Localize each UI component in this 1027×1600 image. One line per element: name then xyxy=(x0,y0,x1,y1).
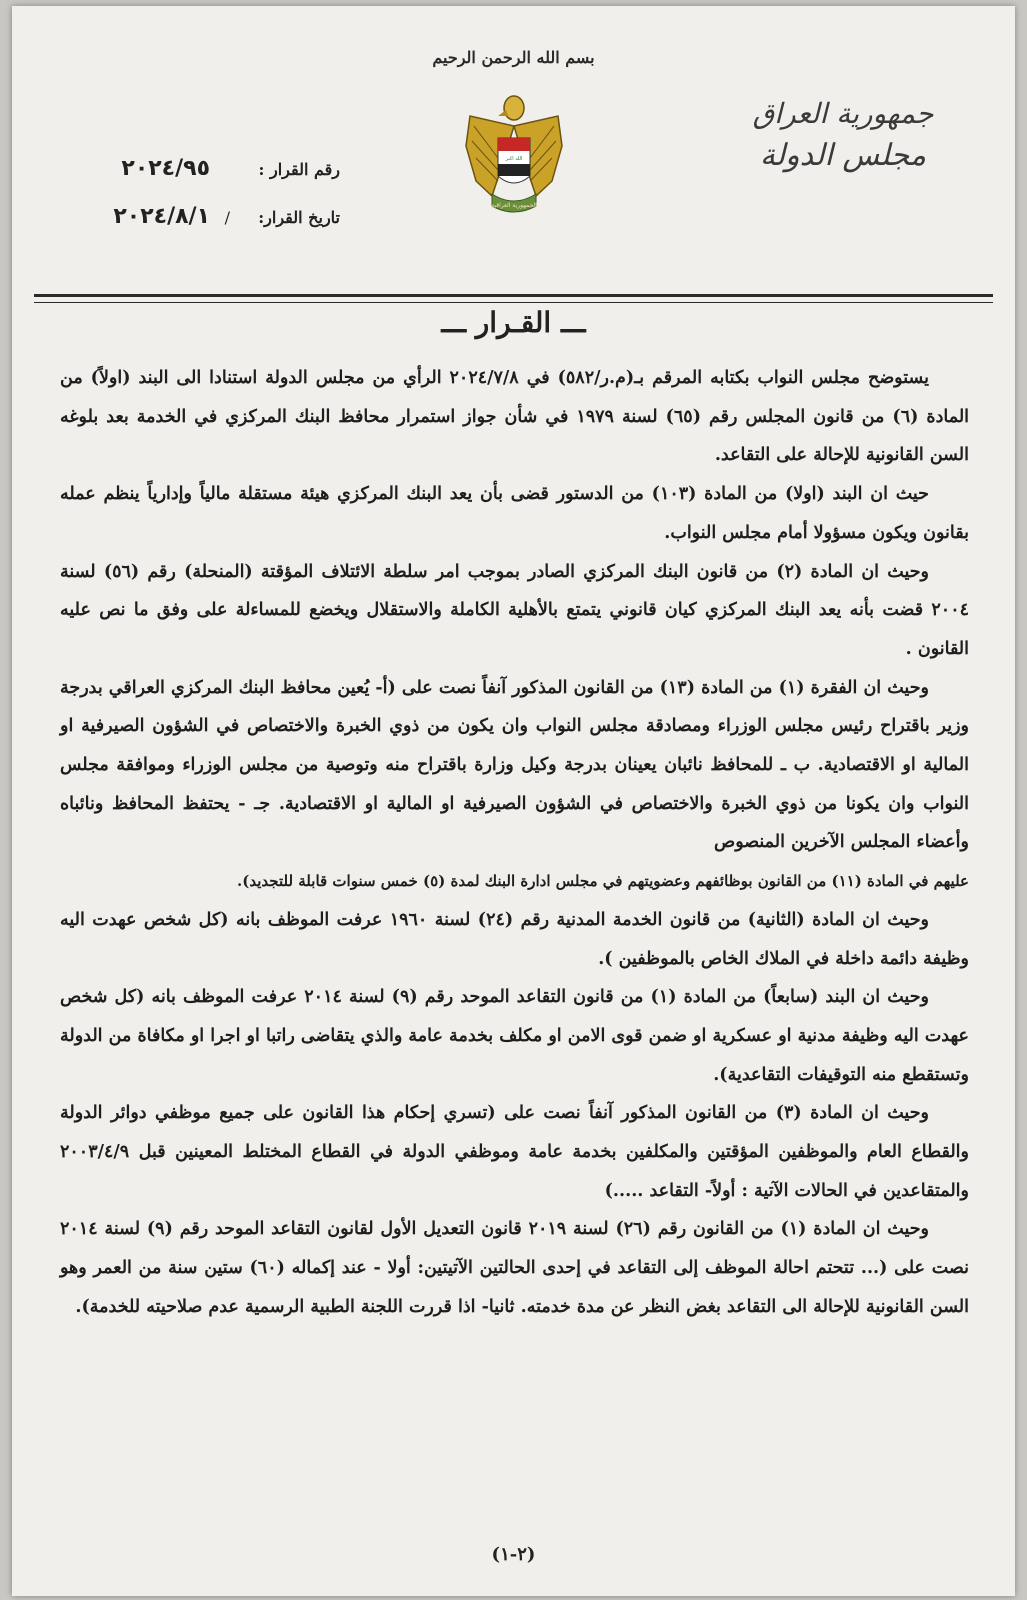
org-line-1: جمهورية العراق xyxy=(752,97,934,130)
decision-number: ٢٠٢٤/٩٥ xyxy=(121,156,210,181)
decision-body xyxy=(60,359,969,1327)
paragraph: يستوضح مجلس النواب بكتابه المرقم بـ(م.ر/٥٨٢) في ٢٠٢٤/٧/٨ الرأي من مجلس الدولة استنادا الى البند (اولاً) من المادة (٦) من قانون المجلس رقم (٦٥) لسنة ١٩٧٩ في شأن جواز استمرار محافظ البنك المركزي في الخدمة بعد بلوغه السن القانونية للإحالة على التقاعد. xyxy=(60,368,970,466)
decision-date-row: تاريخ القرار: / ٢٠٢٤/٨/١ xyxy=(113,204,340,229)
decision-number-label: رقم القرار : xyxy=(258,160,340,179)
paragraph: وحيث ان المادة (الثانية) من قانون الخدمة المدنية رقم (٢٤) لسنة ١٩٦٠ عرفت الموظف بانه (كل شخص عهدت اليه وظيفة دائمة داخلة في الملاك الخاص بالموظفين ). xyxy=(60,909,969,969)
paragraph: عليهم في المادة (١١) من القانون بوظائفهم وعضويتهم في مجلس ادارة البنك لمدة (٥) خمس سنوات قابلة للتجديد). xyxy=(237,872,969,891)
emblem-scroll-text: الجمهورية العراقية xyxy=(491,202,537,209)
paragraph: وحيث ان المادة (١) من القانون رقم (٢٦) لسنة ٢٠١٩ قانون التعديل الأول لقانون التقاعد الموحد رقم (٩) لسنة ٢٠١٤ نصت على (... تتحتم احالة الموظف إلى التقاعد في إحدى الحالتين الآتيتين: أولا - عند إكماله (٦٠) ستين سنة من العمر وهو السن القانونية للإحالة الى التقاعد بغض النظر عن مدة خدمته. ثانيا- اذا قررت اللجنة الطبية الرسمية عدم صلاحيته للخدمة). xyxy=(60,1219,969,1317)
eagle-emblem-icon xyxy=(462,86,566,221)
decision-date: ٢٠٢٤/٨/١ xyxy=(113,204,210,229)
paragraph: حيث ان البند (اولا) من المادة (١٠٣) من الدستور قضى بأن يعد البنك المركزي هيئة مستقلة مالياً وإدارياً ينظم عمله بقانون ويكون مسؤولا أمام مجلس النواب. xyxy=(60,484,969,543)
decision-number-row xyxy=(60,156,340,204)
paragraph: وحيث ان المادة (٣) من القانون المذكور آنفاً نصت على (تسري إحكام هذا القانون على جميع موظفي دوائر الدولة والقطاع العام والموظفين المؤقتين والمكلفين بخدمة عامة وموظفي الدولة في القطاع المختلط المعينين قبل ٢٠٠٣/٤/٩ والمتقاعدين في الحالات الآتية : أولاً- التقاعد .....) xyxy=(60,1103,969,1201)
bismillah: بسم الله الرحمن الرحيم xyxy=(432,48,595,67)
header-divider xyxy=(34,294,993,297)
organization-header xyxy=(743,94,943,178)
document-page xyxy=(12,6,1015,1596)
decision-meta xyxy=(60,156,340,252)
org-line-2: مجلس الدولة xyxy=(759,138,927,173)
decision-date-label: تاريخ القرار: xyxy=(258,208,340,227)
svg-text:الله اكبر: الله اكبر xyxy=(505,156,523,162)
paragraph: وحيث ان البند (سابعاً) من المادة (١) من قانون التقاعد الموحد رقم (٩) لسنة ٢٠١٤ عرفت الموظف بانه (كل شخص عهدت اليه وظيفة مدنية او عسكرية او ضمن قوى الامن او مكلف بخدمة عامة والذي يتقاضى راتبا او اجرا او مكافاة من الدولة وتستقطع منه التوقيفات التقاعدية). xyxy=(60,987,969,1085)
decision-title: ـــ القـرار ـــ xyxy=(441,306,586,339)
paragraph: وحيث ان الفقرة (١) من المادة (١٣) من القانون المذكور آنفاً نصت على (أ- يُعين محافظ البنك المركزي العراقي بدرجة وزير باقتراح رئيس مجلس الوزراء ومصادقة مجلس النواب وان يكون من ذوي الخبرة والاختصاص في الشؤون الصيرفية او المالية او الاقتصادية. ب ـ للمحافظ نائبان يعينان بدرجة وكيل وزارة باقتراح منه وتوصية من مجلس الوزراء وموافقة مجلس النواب وان يكونا من ذوي الخبرة والاختصاص في الشؤون الصيرفية او المالية او الاقتصادية. جـ - يحتفظ المحافظ ونائباه وأعضاء المجلس الآخرين المنصوص xyxy=(60,677,969,853)
header-divider-thin xyxy=(34,302,993,303)
page-number: (٢-١) xyxy=(491,1544,536,1565)
paragraph: وحيث ان المادة (٢) من قانون البنك المركزي الصادر بموجب امر سلطة الائتلاف المؤقتة (المنحلة) رقم (٥٦) لسنة ٢٠٠٤ قضت بأنه يعد البنك المركزي كيان قانوني يتمتع بالأهلية الكاملة والاستقلال ويخضع للمساءلة على وفق ما نص عليه القانون . xyxy=(60,561,969,659)
